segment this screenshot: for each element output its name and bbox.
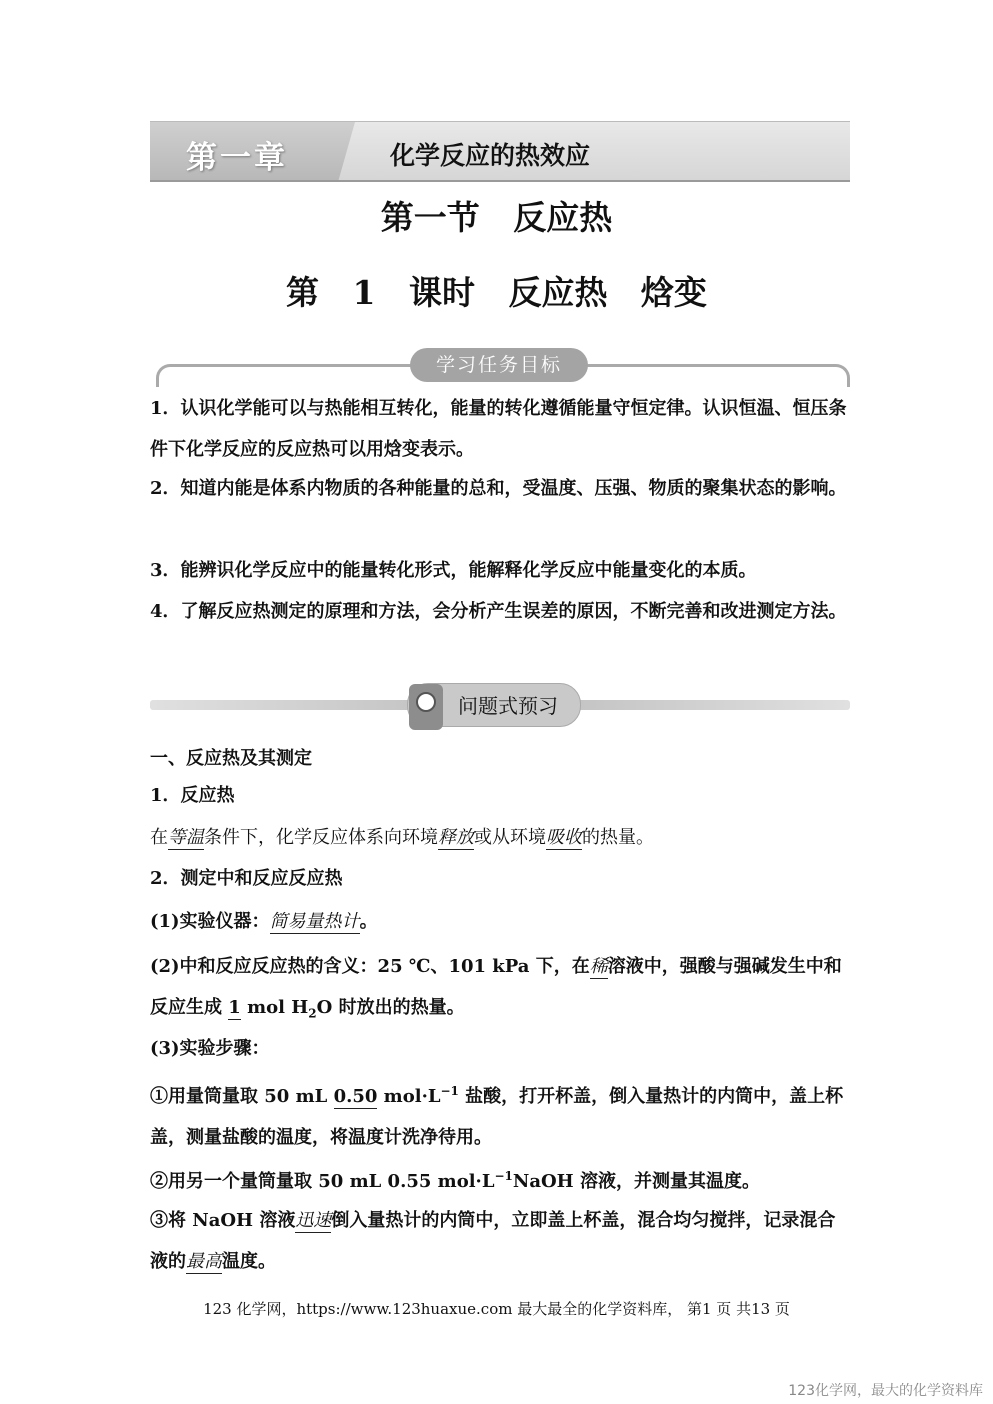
subheading-measurement: 2．测定中和反应反应热 [150, 868, 343, 889]
goal-item-1: 1．认识化学能可以与热能相互转化，能量的转化遵循能量守恒定律。认识恒温、恒压条件下化学反应的反应热可以用焓变表示。 [150, 398, 847, 460]
blank-answer: 吸收 [546, 827, 582, 848]
goals-label: 学习任务目标 [410, 348, 588, 382]
blank-answer: 迅速 [295, 1210, 332, 1231]
blank-answer: 等温 [168, 827, 204, 848]
blank-answer: 释放 [438, 827, 474, 848]
page-footer: 123 化学网，https://www.123huaxue.com 最大最全的化学资料库， 第1 页 共13 页 [203, 1300, 790, 1318]
goal-item-3: 3．能辨识化学反应中的能量转化形式，能解释化学反应中能量变化的本质。 [150, 560, 757, 581]
blank-answer: 1 [228, 997, 241, 1018]
chapter-header [150, 121, 850, 182]
blank-answer: 稀 [589, 956, 608, 977]
chapter-number: 第一章 [186, 140, 288, 176]
blank-answer: 最高 [186, 1251, 222, 1272]
step-1: ①用量筒量取 50 mL 0.50 $mol\cdot L^{-1}$ 盐酸，打开杯盖，倒入量热计的内筒中，盖上杯盖，测量盐酸的温度，将温度计洗净待用。 [150, 1084, 844, 1148]
magnifier-icon [409, 684, 443, 730]
section-title: 第一节 反应热 [380, 198, 613, 237]
definition-paragraph: 在等温条件下，化学反应体系向环境释放或从环境吸收的热量。 [150, 827, 654, 848]
subheading-reaction-heat: 1．反应热 [150, 785, 235, 806]
goal-item-4: 4．了解反应热测定的原理和方法，会分析产生误差的原因，不断完善和改进测定方法。 [150, 601, 847, 622]
chapter-title: 化学反应的热效应 [390, 141, 591, 170]
steps-label: (3)实验步骤： [150, 1038, 270, 1059]
preview-label: 问题式预习 [458, 694, 558, 718]
watermark: 123化学网，最大的化学资料库 [788, 1383, 983, 1399]
meaning-paragraph: (2)中和反应反应热的含义：25 ℃、101 kPa 下，在稀溶液中，强酸与强碱发生中和反应生成 1 mol $H_2O$ 时放出的热量。 [150, 956, 842, 1021]
lesson-title: 第 1 课时 反应热 焓变 [286, 273, 707, 312]
step-3: ③将 NaOH 溶液迅速倒入量热计的内筒中，立即盖上杯盖，混合均匀搅拌，记录混合液的最高温度。 [150, 1210, 836, 1272]
section-heading: 一、反应热及其测定 [150, 748, 312, 769]
blank-answer: 简易量热计 [269, 911, 360, 932]
step-2: ②用另一个量筒量取 50 mL 0.55 $mol\cdot L^{-1}NaOH$ 溶液，并测量其温度。 [150, 1169, 760, 1192]
blank-answer: 0.50 [333, 1086, 378, 1107]
goal-item-2: 2．知道内能是体系内物质的各种能量的总和，受温度、压强、物质的聚集状态的影响。 [150, 478, 847, 499]
instrument-line: (1)实验仪器：简易量热计。 [150, 911, 378, 932]
